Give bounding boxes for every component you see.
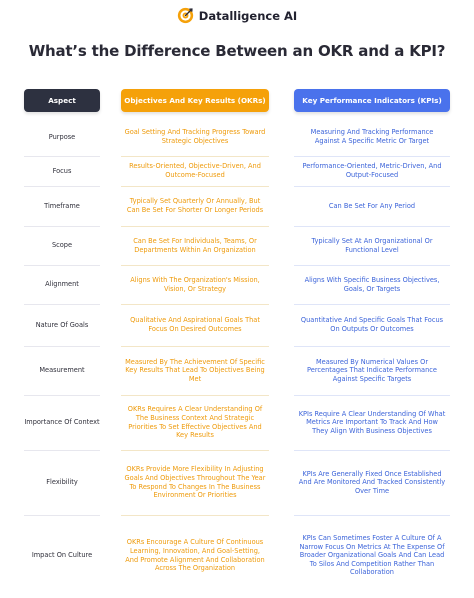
header-kpi: Key Performance Indicators (KPIs) [294,89,450,112]
row-kpi-text: Aligns With Specific Business Objectives, Goals, Or Targets [304,275,440,293]
row-okr-text: OKRs Encourage A Culture Of Continuous Learning, Innovation, And Goal-Setting, And Promote Alignment And Collaboration Across The Organization [125,538,265,573]
page-title: What’s the Difference Between an OKR and a KPI? [28,42,446,60]
row-okr-text: Aligns With The Organization's Mission, Vision, Or Strategy [130,275,260,293]
header-aspect: Aspect [24,89,100,112]
row-kpi-text: Measuring And Tracking Performance Against A Specific Metric Or Target [310,128,434,145]
brand-name: Datalligence AI [198,8,298,23]
row-aspect-label: Nature Of Goals [35,320,89,329]
row-aspect-label: Impact On Culture [31,551,93,560]
row-okr-text: OKRs Provide More Flexibility In Adjusting Goals And Objectives Throughout The Year To Respond To Changes In The Business Environment Or Priorities [124,465,266,500]
row-kpi-text: KPIs Require A Clear Understanding Of What Metrics Are Important To Track And How They Align With Business Objectives [298,409,446,435]
row-aspect-label: Alignment [45,280,79,289]
row-okr-text: Measured By The Achievement Of Specific Key Results That Lead To Objectives Being Met [125,357,265,383]
row-okr-text: Typically Set Quarterly Or Annually, But Can Be Set For Shorter Or Longer Periods [126,197,264,214]
row-kpi-text: Performance-Oriented, Metric-Driven, And Output-Focused [302,162,442,179]
row-okr-text: OKRs Requires A Clear Understanding Of The Business Context And Strategic Priorities To Set Effective Objectives And Key Results [127,405,263,440]
brand-header [0,7,474,24]
header-okr: Objectives And Key Results (OKRs) [121,89,269,112]
row-okr-text: Goal Setting And Tracking Progress Toward Strategic Objectives [124,128,266,145]
row-kpi-text: KPIs Can Sometimes Foster A Culture Of A Narrow Focus On Metrics At The Expense Of Broader Organizational Goals And Can Lead To Silos And Competition Rather Than Collaboration [299,534,445,577]
row-kpi-text: Quantitative And Specific Goals That Focus On Outputs Or Outcomes [300,316,444,333]
row-okr-text: Results-Oriented, Objective-Driven, And Outcome-Focused [129,162,261,179]
row-kpi-text: Typically Set At An Organizational Or Functional Level [311,236,433,254]
row-aspect-label: Timeframe [44,201,80,210]
row-okr-text: Qualitative And Aspirational Goals That Focus On Desired Outcomes [130,316,260,333]
row-aspect-label: Purpose [48,132,76,141]
target-logo-icon [177,7,194,24]
row-kpi-text: Can Be Set For Any Period [328,201,416,210]
row-okr-text: Can Be Set For Individuals, Teams, Or Departments Within An Organization [133,236,257,254]
row-kpi-text: KPIs Are Generally Fixed Once Established And Are Monitored And Tracked Consistently Over Time [298,469,446,495]
row-kpi-text: Measured By Numerical Values Or Percentages That Indicate Performance Against Specific Targets [307,357,437,383]
row-aspect-label: Measurement [39,366,85,375]
row-aspect-label: Focus [52,166,72,175]
row-aspect-label: Flexibility [46,478,78,487]
row-aspect-label: Scope [51,241,73,250]
row-aspect-label: Importance Of Context [24,418,100,427]
